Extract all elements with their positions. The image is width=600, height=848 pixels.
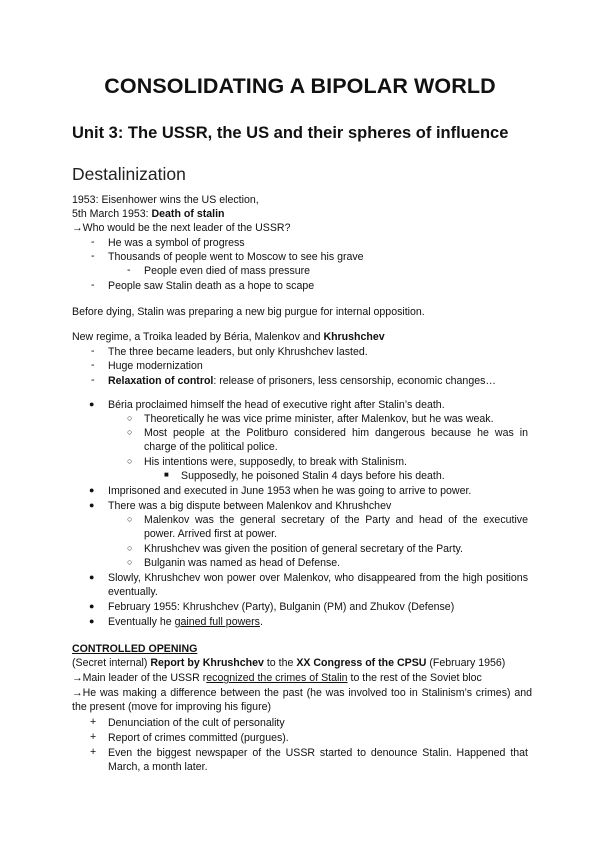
dash-marker: - xyxy=(91,279,95,291)
controlled-opening-heading: CONTROLLED OPENING xyxy=(72,643,198,655)
death-of-stalin: Death of stalin xyxy=(151,208,225,220)
bullet-marker: ● xyxy=(89,572,95,582)
circle-marker: ○ xyxy=(127,557,133,567)
opening-line-3: →He was making a difference between the past (he was involved too in Stalinism’s crimes) and the present (move for improving his figure) xyxy=(72,687,532,713)
purge-paragraph: Before dying, Stalin was preparing a new big purgue for internal opposition. xyxy=(72,306,425,318)
circle-marker: ○ xyxy=(127,456,133,466)
intro-line-1: 1953: Eisenhower wins the US election, xyxy=(72,194,259,206)
plus-marker: + xyxy=(90,746,97,758)
khrushchev-bold: Khrushchev xyxy=(323,331,385,343)
opening-line-1-e: (February 1956) xyxy=(426,657,506,669)
dot-malenkov: Malenkov was the general secretary of the Party and head of the executive power. Arrived first at power. xyxy=(144,514,528,540)
plus-marker: + xyxy=(90,731,97,743)
dot-slowly: Slowly, Khrushchev won power over Malenkov, who disappeared from the high positions eventually. xyxy=(108,572,528,598)
dot-vice: Theoretically he was vice prime minister, after Malenkov, but he was weak. xyxy=(144,413,494,425)
dot-politburo: Most people at the Politburo considered him dangerous because he was in charge of the political police. xyxy=(144,427,528,453)
intro-bullet-4: People saw Stalin death as a hope to scape xyxy=(108,280,315,292)
section-heading: Destalinization xyxy=(72,164,186,184)
bullet-marker: ● xyxy=(89,399,95,409)
xx-congress: XX Congress of the CPSU xyxy=(296,657,427,669)
regime-line xyxy=(72,330,385,344)
dot-eventually xyxy=(108,615,263,629)
bullet-marker: ● xyxy=(89,485,95,495)
dot-intentions: His intentions were, supposedly, to break with Stalinism. xyxy=(144,456,408,468)
bullet-marker: ● xyxy=(89,616,95,626)
dot-bulganin: Bulganin was named as head of Defense. xyxy=(144,557,341,569)
relaxation-of-control: Relaxation of control xyxy=(108,375,214,387)
circle-marker: ○ xyxy=(127,514,133,524)
opening-line-1 xyxy=(72,656,505,670)
intro-question: →Who would be the next leader of the USSR? xyxy=(72,222,291,234)
dot-imprisoned: Imprisoned and executed in June 1953 when he was going to arrive to power. xyxy=(108,485,472,497)
eventually-prefix: Eventually he xyxy=(108,616,175,628)
dot-khrushchev-position: Khrushchev was given the position of general secretary of the Party. xyxy=(144,543,463,555)
intro-bullet-2: Thousands of people went to Moscow to see his grave xyxy=(108,251,364,263)
opening-line-2-c: to the rest of the Soviet bloc xyxy=(347,672,482,684)
intro-line-2 xyxy=(72,207,225,221)
dash-marker: - xyxy=(127,264,131,276)
dot-feb-1955: February 1955: Khrushchev (Party), Bulganin (PM) and Zhukov (Defense) xyxy=(108,601,455,613)
regime-bullet-2: Huge modernization xyxy=(108,360,203,372)
opening-line-1-a: (Secret internal) xyxy=(72,657,151,669)
report-by-khrushchev: Report by Khrushchev xyxy=(150,657,264,669)
square-marker: ■ xyxy=(164,470,169,479)
unit-title: Unit 3: The USSR, the US and their spheres of influence xyxy=(72,124,509,142)
bullet-marker: ● xyxy=(89,601,95,611)
plus-marker: + xyxy=(90,716,97,728)
regime-prefix: New regime, a Troika leaded by Béria, Malenkov and xyxy=(72,331,324,343)
regime-bullet-3 xyxy=(108,374,496,388)
circle-marker: ○ xyxy=(127,413,133,423)
dash-marker: - xyxy=(91,236,95,248)
eventually-end: . xyxy=(259,616,263,628)
dot-dispute: There was a big dispute between Malenkov and Khrushchev xyxy=(108,500,392,512)
intro-bullet-1: He was a symbol of progress xyxy=(108,237,245,249)
opening-line-2-a: →Main leader of the USSR r xyxy=(72,672,207,684)
recognized-crimes: ecognized the crimes of Stalin xyxy=(206,672,348,684)
opening-line-2 xyxy=(72,671,482,685)
bullet-marker: ● xyxy=(89,500,95,510)
circle-marker: ○ xyxy=(127,543,133,553)
dash-marker: - xyxy=(91,250,95,262)
dot-poisoned: Supposedly, he poisoned Stalin 4 days before his death. xyxy=(181,470,445,482)
intro-bullet-3: People even died of mass pressure xyxy=(144,265,311,277)
intro-line-2-prefix: 5th March 1953: xyxy=(72,208,152,220)
dash-marker: - xyxy=(91,359,95,371)
document-title: CONSOLIDATING A BIPOLAR WORLD xyxy=(104,74,496,98)
opening-plus-2: Report of crimes committed (purgues). xyxy=(108,732,289,744)
opening-line-1-c: to the xyxy=(263,657,297,669)
dot-beria: Béria proclaimed himself the head of executive right after Stalin’s death. xyxy=(108,399,445,411)
dash-marker: - xyxy=(91,374,95,386)
relaxation-rest: : release of prisoners, less censorship, economic changes… xyxy=(213,375,496,387)
dash-marker: - xyxy=(91,345,95,357)
gained-full-powers: gained full powers xyxy=(174,616,260,628)
circle-marker: ○ xyxy=(127,427,133,437)
opening-plus-3: Even the biggest newspaper of the USSR started to denounce Stalin. Happened that March, a month later. xyxy=(108,747,528,773)
regime-bullet-1: The three became leaders, but only Khrushchev lasted. xyxy=(108,346,368,358)
opening-plus-1: Denunciation of the cult of personality xyxy=(108,717,285,729)
